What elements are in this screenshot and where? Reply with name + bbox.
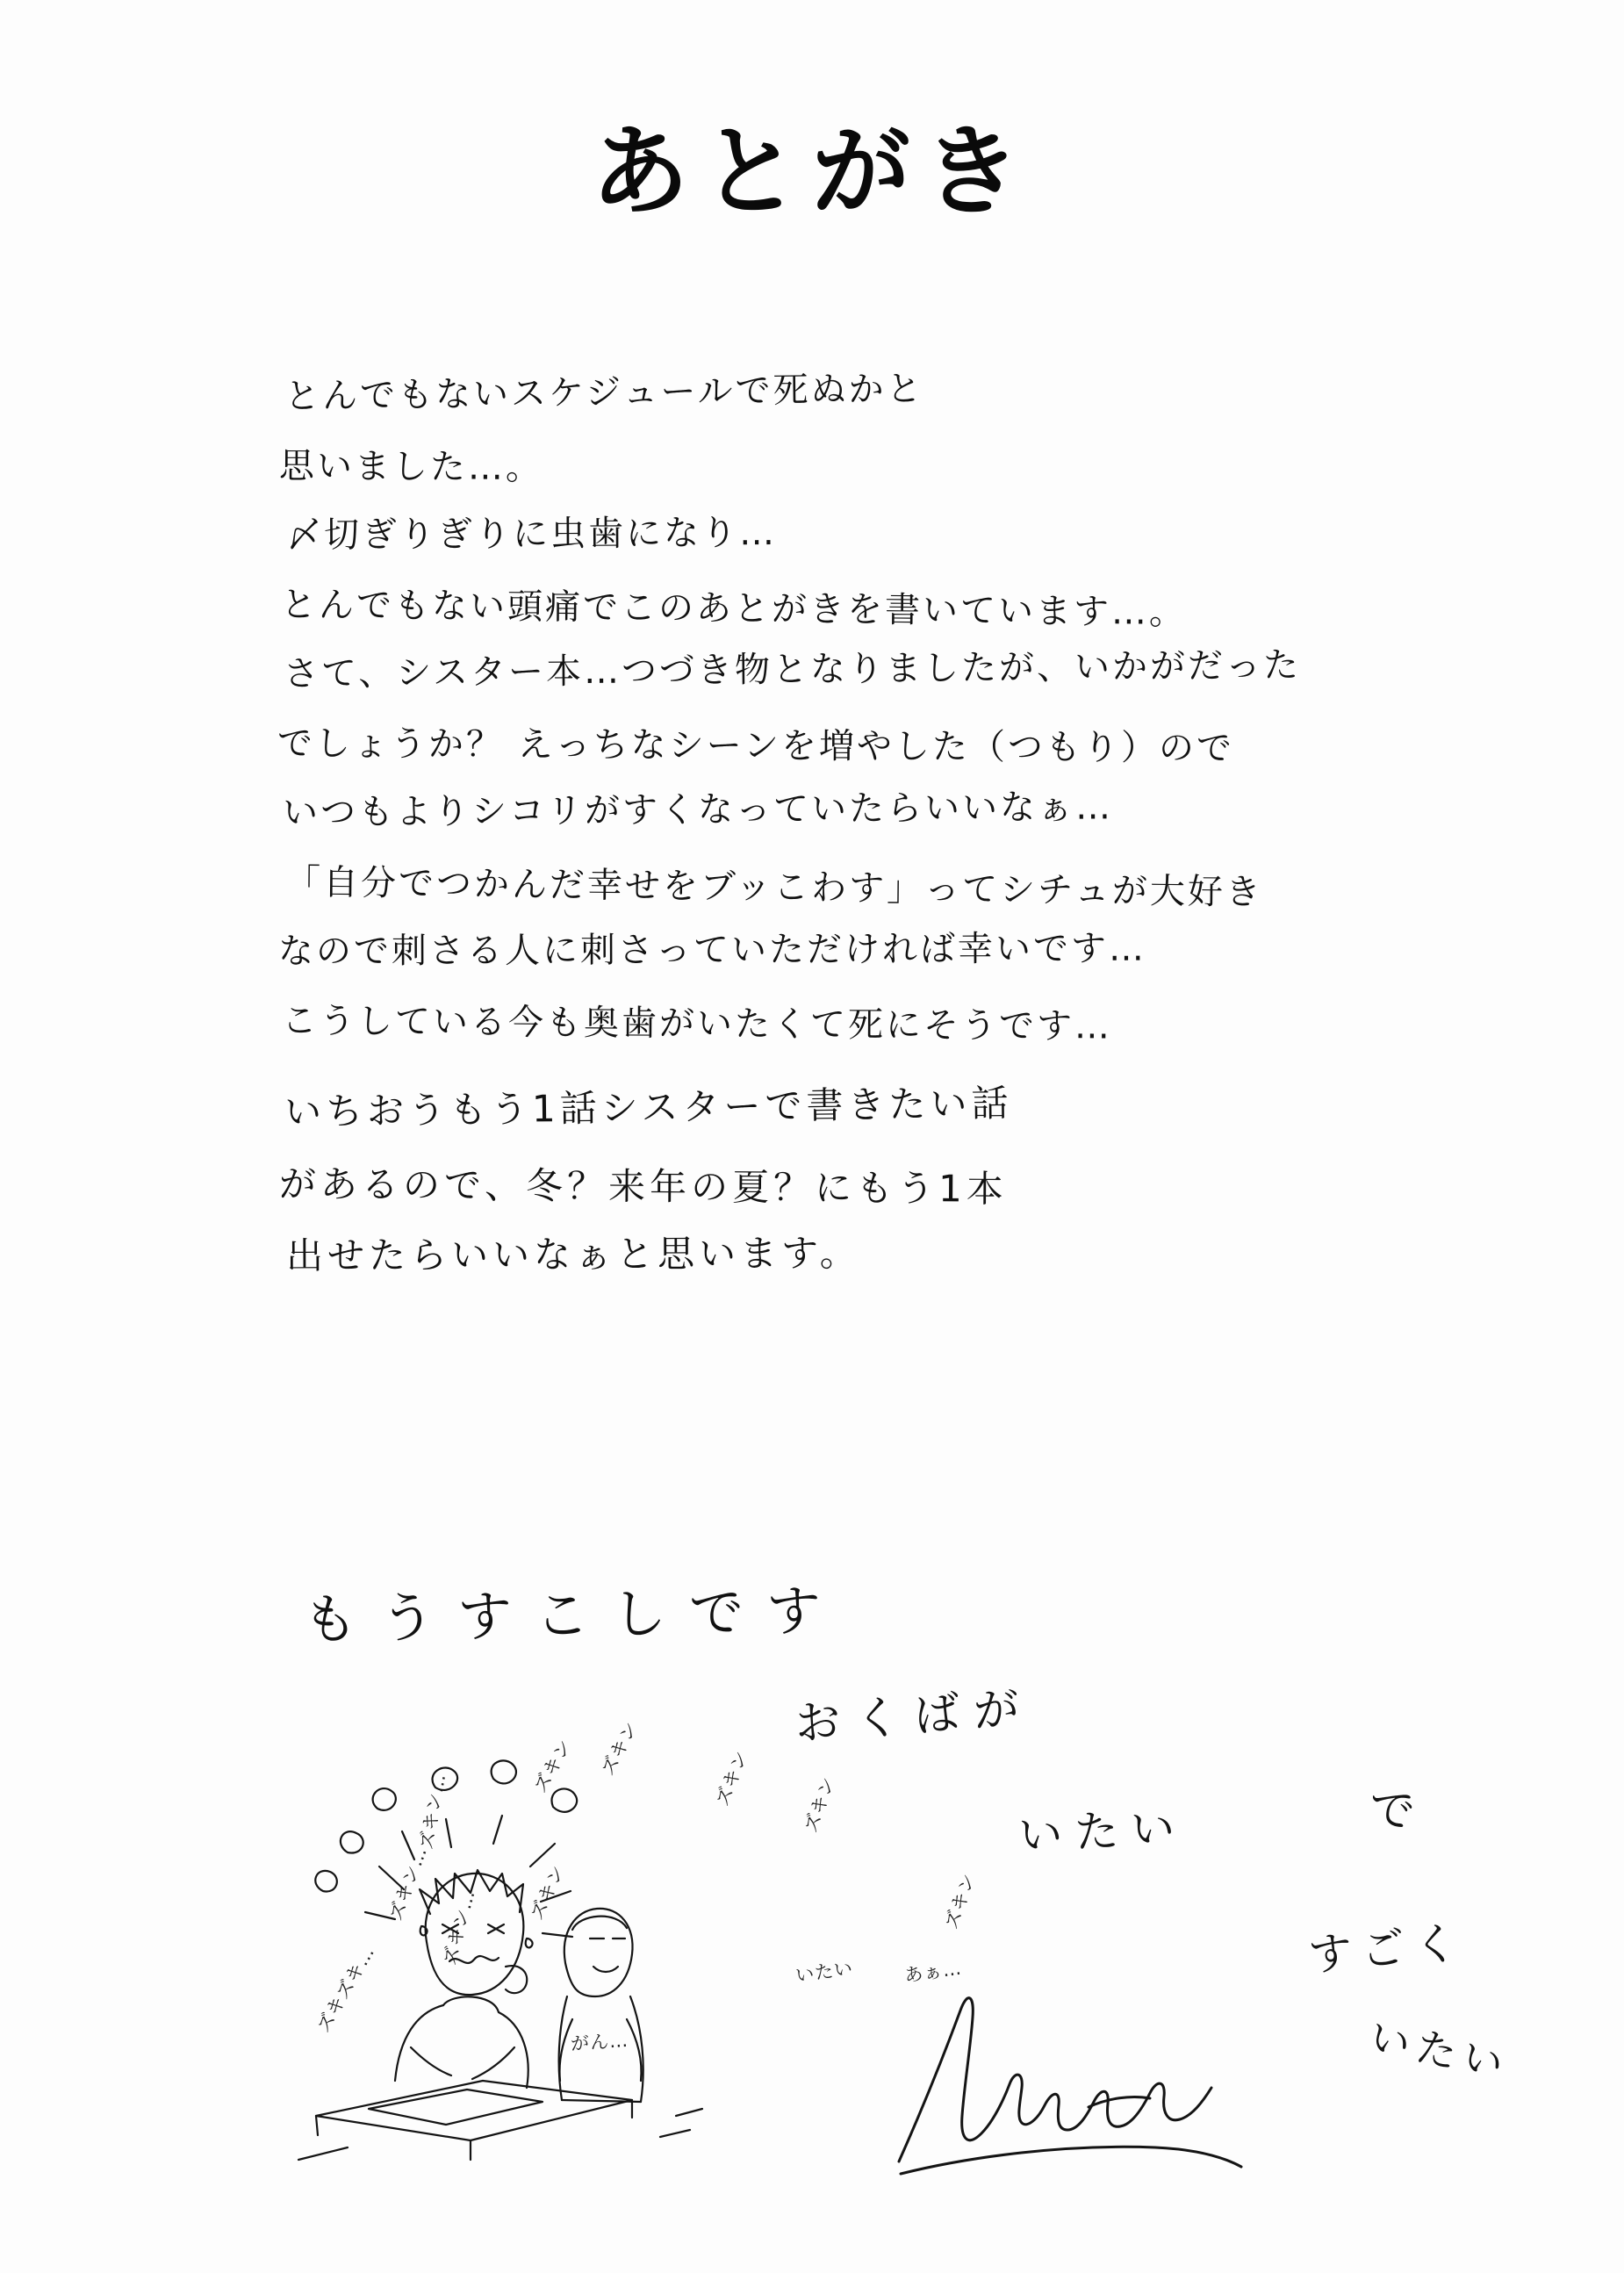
caption-itai: いたい <box>1017 1802 1189 1861</box>
caption-de: で <box>1366 1781 1425 1840</box>
effect-text: ズキン <box>940 1870 981 1932</box>
text-line: こうしている今も奥歯がいたくて死にそうです… <box>281 1001 1113 1047</box>
effect-text: ズキン <box>528 1736 577 1796</box>
closing-line: もうすこしです <box>302 1578 844 1652</box>
effect-text: ズキン <box>800 1773 840 1836</box>
effect-text: ズキン… <box>415 1771 450 1852</box>
paragraph-2 <box>278 1081 1457 1280</box>
effect-text: ズキズキ… <box>312 1942 379 2036</box>
effect-text: いたい <box>794 1957 855 1987</box>
text-line: いちおうもう1話シスターで書きたい話 <box>284 1081 1013 1133</box>
effect-text: あぁ… <box>902 1957 964 1987</box>
text-line: 〆切ぎりぎりに虫歯になり… <box>285 513 778 556</box>
text-line: とんでもない頭痛でこのあとがきを書いています…。 <box>280 585 1188 634</box>
author-doodle <box>263 1703 931 2248</box>
effect-text: がん… <box>570 2029 629 2055</box>
text-line: いつもよりシコリがすくなっていたらいいなぁ… <box>282 787 1114 833</box>
caption-sugoku: すごく <box>1306 1917 1469 1982</box>
caption-itai-2: いたい <box>1365 2012 1515 2090</box>
page-title: あとがき <box>591 115 1033 229</box>
text-line: 「自分でつかんだ幸せをブッこわす」ってシチュが大好き <box>284 862 1264 913</box>
signature-stroke <box>887 1975 1255 2186</box>
caption-okuba: おくばが <box>793 1681 1036 1752</box>
effect-text: ズキン… <box>438 1887 479 1967</box>
paragraph-1 <box>277 369 1457 1047</box>
author-signature <box>887 1975 1255 2186</box>
doodle-illustration <box>263 1703 931 2248</box>
text-line: なので刺さる人に刺さっていただければ幸いです… <box>277 928 1147 973</box>
text-line: でしょうか？ えっちなシーンを増やした（つもり）ので <box>277 723 1235 769</box>
afterword-body <box>277 369 1457 1299</box>
text-line: さて、シスター本…つづき物となりましたが、いかがだった <box>283 644 1302 694</box>
text-line: 出せたらいいなぁと思います。 <box>285 1231 861 1277</box>
text-line: があるので、冬？来年の夏？にもう1本 <box>278 1162 1009 1211</box>
text-line: とんでもないスケジュールで死ぬかと <box>284 369 924 417</box>
text-line: 思いました…。 <box>278 445 544 489</box>
effect-text: ズキン <box>596 1717 643 1780</box>
effect-text: ズキン… <box>384 1843 432 1924</box>
effect-text: ズキン <box>711 1747 753 1809</box>
effect-text: ズキン <box>526 1861 570 1924</box>
